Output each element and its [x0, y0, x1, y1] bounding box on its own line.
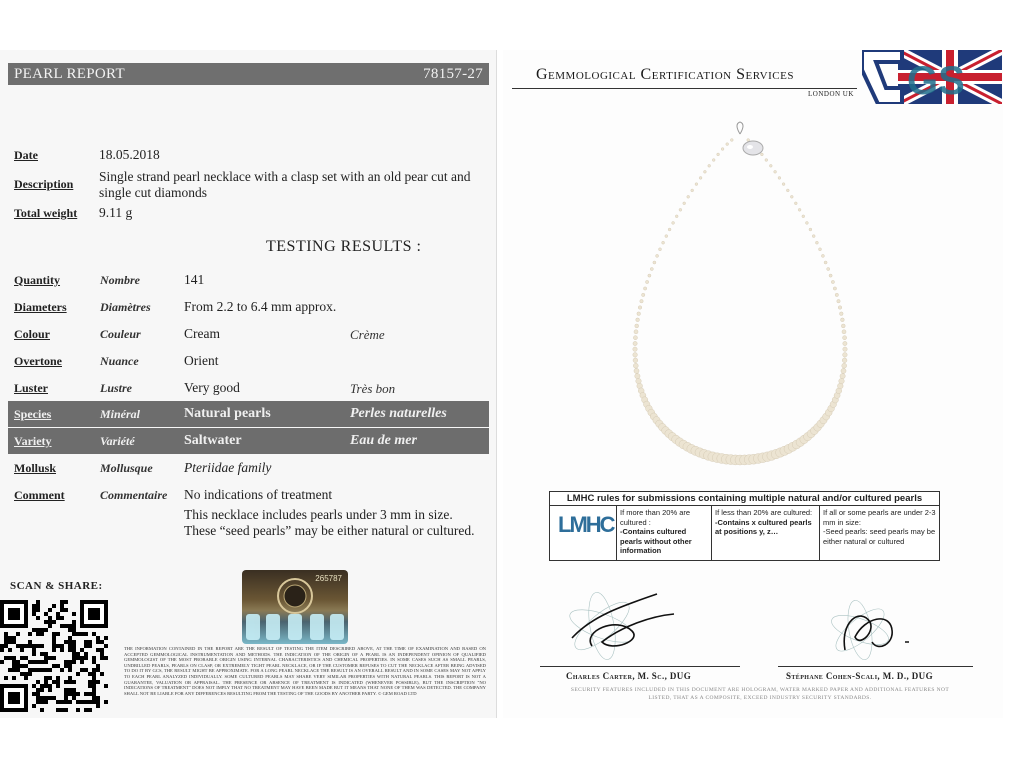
signer-2-name: Stéphane Cohen-Scali, M. D., DUG	[786, 671, 933, 681]
scan-share-label: SCAN & SHARE:	[10, 580, 103, 592]
variety-value-fr: Eau de mer	[350, 433, 417, 448]
pearl	[798, 208, 801, 211]
signature-cohen-scali	[820, 592, 930, 664]
pearl	[765, 159, 768, 162]
mollusk-fr: Mollusque	[100, 461, 153, 475]
signature-carter	[562, 586, 682, 662]
comment-label: Comment	[14, 488, 65, 502]
pearl	[717, 153, 720, 156]
pearl	[638, 306, 642, 310]
pearl	[668, 228, 671, 231]
gcs-flag-logo-icon	[862, 50, 1002, 104]
pearl	[662, 241, 665, 244]
pearl	[672, 221, 675, 224]
pearl	[708, 164, 711, 167]
diameters-label: Diameters	[14, 300, 67, 314]
pearl	[794, 202, 797, 205]
hologram-sticker	[242, 570, 348, 644]
species-value-fr: Perles naturelles	[350, 406, 447, 421]
pearl	[837, 299, 840, 302]
species-fr: Minéral	[100, 407, 141, 421]
pearl	[769, 164, 772, 167]
pearl	[812, 235, 815, 238]
pearl	[675, 215, 678, 218]
pearl	[640, 299, 643, 302]
pearl	[635, 324, 639, 328]
lmhc-heading: LMHC rules for submissions containing multiple natural and/or cultured pearls	[550, 492, 939, 506]
pearl	[805, 221, 808, 224]
pearl	[645, 280, 648, 283]
pearl	[841, 318, 845, 322]
description-value: Single strand pearl necklace with a clasp set with an old pear cut and single cut diamonds	[99, 169, 471, 200]
title-rule	[512, 88, 857, 89]
svg-text:GS: GS	[907, 59, 965, 103]
comment-fr: Commentaire	[100, 488, 168, 502]
pearl	[636, 318, 640, 322]
lmhc-col-1-rule: -Contains cultured pearls without other information	[620, 527, 692, 555]
pearl	[642, 293, 645, 296]
clasp-icon	[737, 122, 763, 155]
pearl	[650, 267, 653, 270]
quantity-fr: Nombre	[100, 273, 140, 287]
lmhc-col-3-cond: If all or some pearls are under 2-3 mm in size:	[823, 508, 936, 527]
pearl	[634, 368, 639, 373]
quantity-value: 141	[184, 272, 205, 287]
date-label: Date	[14, 148, 38, 162]
pearl	[726, 143, 729, 146]
comment-extra: This necklace includes pearls under 3 mm in size. These “seed pearls” may be either natural or cultured.	[184, 507, 475, 538]
colour-fr: Couleur	[100, 327, 141, 341]
hologram-code: 265787	[315, 574, 342, 583]
pearl	[712, 159, 715, 162]
testing-results-heading: TESTING RESULTS :	[266, 238, 422, 255]
luster-label: Luster	[14, 381, 48, 395]
pearl	[843, 341, 847, 345]
lmhc-logo	[550, 506, 616, 560]
pearl	[824, 261, 827, 264]
pearl	[633, 363, 638, 368]
pearl	[827, 267, 830, 270]
lmhc-rules-box	[549, 491, 940, 561]
company-location: LONDON UK	[808, 90, 854, 98]
lmhc-logo-text: LMHC	[558, 512, 614, 537]
pearl	[704, 170, 707, 173]
pearl	[802, 215, 805, 218]
pearl-necklace-image	[600, 120, 880, 480]
species-value: Natural pearls	[184, 406, 271, 421]
pearl	[665, 235, 668, 238]
pearl	[633, 353, 638, 358]
pearl	[821, 254, 824, 257]
qr-code[interactable]	[0, 600, 108, 712]
pearl	[761, 153, 764, 156]
luster-fr: Lustre	[100, 381, 133, 395]
pearl	[691, 189, 694, 192]
pearl	[842, 358, 847, 363]
pearl	[659, 248, 662, 251]
luster-value-fr: Très bon	[350, 381, 396, 396]
pearl	[774, 170, 777, 173]
overtone-label: Overtone	[14, 354, 62, 368]
lmhc-col-2-rule: -Contains x cultured pearls at positions y, z…	[715, 517, 812, 536]
variety-fr: Variété	[100, 434, 135, 448]
pearl	[837, 383, 843, 389]
pearl	[635, 373, 640, 378]
signature-line-1	[540, 666, 740, 667]
pearl	[683, 202, 686, 205]
pearl	[833, 287, 836, 290]
comment-value: No indications of treatment	[184, 487, 333, 502]
colour-value: Cream	[184, 326, 220, 341]
lmhc-col-1-cond: If more than 20% are cultured :	[620, 508, 691, 527]
variety-label: Variety	[14, 434, 52, 448]
overtone-value: Orient	[184, 353, 219, 368]
pearl	[656, 254, 659, 257]
company-name: Gemmological Certification Services	[536, 66, 794, 83]
pearl	[835, 293, 838, 296]
mollusk-value: Pteriidae family	[184, 460, 272, 475]
diameters-fr: Diamètres	[100, 300, 151, 314]
pearl	[721, 148, 724, 151]
species-label: Species	[14, 407, 52, 421]
pearl	[843, 353, 848, 358]
lmhc-col-1	[616, 506, 711, 560]
pearl	[809, 228, 812, 231]
luster-value: Very good	[184, 380, 240, 395]
pearl	[633, 341, 637, 345]
lmhc-col-2	[711, 506, 819, 560]
pearl	[841, 324, 845, 328]
pearl	[839, 312, 843, 316]
pearl	[687, 195, 690, 198]
report-title: PEARL REPORT	[14, 66, 125, 82]
pearl	[831, 280, 834, 283]
pearl	[633, 336, 637, 340]
date-value: 18.05.2018	[99, 147, 160, 162]
lmhc-col-3-rule: -Seed pearls: seed pearls may be either natural or cultured	[823, 527, 936, 546]
lmhc-col-2-cond: If less than 20% are cultured:	[715, 508, 813, 517]
pearl	[819, 248, 822, 251]
mollusk-label: Mollusk	[14, 461, 57, 475]
report-header-bar	[8, 63, 489, 85]
pearl	[695, 183, 698, 186]
disclaimer-fine-print: THE INFORMATION CONTAINED IN THE REPORT ARE THE RESULT OF TESTING THE ITEM DESCRIBED ABOVE, AT THE TIME OF EXAMINATION AND BASED ON ACCEPTED GEMMOLOGICAL INSTRUMENTATION AND METHODS. THE INDICATION OF THE ORIGIN OF A PEARL IS AN INDEPENDENT OPINION OF QUALIFIED GEMMOLOGIST OF THE MOST PROBABLE ORIGIN USING INTERNAL CHARACTERISTICS AND CHEMICAL PROPERTIES. IN SOME CASES SUCH AS SMALL PEARLS, UNDRILLED PEARLS, PEARLS ON CLASP, OR EXTREMELY TIGHT PEARL NECKLACE, OR IF THE CUSTOMER REFUSES TO CUT THE NECKLACE AFTER BEING ADVISED TO DO IT BY GCS, THE RESULT MIGHT BE APPROXIMATE. FOR A LONG PEARL NECKLACE THE RESULT IS AN OVERALL RESULT AND IN SOME CASES MAY NOT APPLY TO EACH PEARL ANALYZED INDIVIDUALLY. SOME CULTURED PEARLS MAY SHARE VERY SIMILAR PROPERTIES WITH NATURAL PEARLS. THIS REPORT IS NOT A GUARANTEE, VALUATION OR APPRAISAL. THE PRESENCE OR ABSENCE OF TREATMENT IS INDICATED (WHENEVER POSSIBLE), BUT THE INSCRIPTION "NO INDICATIONS OF TREATMENT" DOES NOT IMPLY THAT NO TREATMENT MAY HAVE BEEN MADE BUT IT MEANS THAT NONE OF THEM WAS DETECTED. THE COMPANY SHALL NOT BE LIABLE FOR ANY DIFFERENCES RESULTING FROM THE TESTING OF THE GOODS BY ANOTHER PARTY. © GEM ROAD LTD	[124, 646, 486, 696]
pearl	[747, 139, 750, 142]
pearl	[841, 368, 846, 373]
pearl	[634, 330, 638, 334]
pearl	[637, 312, 641, 316]
pearl	[648, 274, 651, 277]
pearl	[829, 274, 832, 277]
colour-value-fr: Crème	[350, 327, 385, 342]
total-weight-label: Total weight	[14, 206, 78, 220]
pearl	[633, 358, 638, 363]
pearl	[730, 139, 733, 142]
pearl	[840, 373, 845, 378]
lmhc-col-3	[819, 506, 939, 560]
pearl	[815, 241, 818, 244]
pearl	[842, 363, 847, 368]
security-note: SECURITY FEATURES INCLUDED IN THIS DOCUMENT ARE HOLOGRAM, WATER MARKED PAPER AND ADDITIONAL FEATURES NOT LISTED, THAT AS A COMPOSITE, EXCEED INDUSTRY SECURITY STANDARDS.	[570, 687, 950, 701]
pearl	[839, 378, 845, 384]
pearl	[679, 208, 682, 211]
pearl	[643, 287, 646, 290]
overtone-fr: Nuance	[100, 354, 139, 368]
pearl	[636, 378, 642, 384]
variety-value: Saltwater	[184, 433, 242, 448]
signature-line-2	[778, 666, 973, 667]
pearl	[843, 336, 847, 340]
pearl	[843, 347, 847, 351]
total-weight-value: 9.11 g	[99, 205, 133, 220]
pearl	[782, 183, 785, 186]
colour-label: Colour	[14, 327, 50, 341]
pearl	[633, 347, 637, 351]
pearl	[842, 330, 846, 334]
signer-1-name: Charles Carter, M. Sc., DUG	[566, 671, 692, 681]
pearl	[653, 261, 656, 264]
diameters-value: From 2.2 to 6.4 mm approx.	[184, 299, 337, 314]
pearl	[838, 306, 842, 310]
pearl	[778, 177, 781, 180]
pearl	[699, 177, 702, 180]
report-number: 78157-27	[423, 66, 483, 82]
pearl	[790, 195, 793, 198]
pearl	[786, 189, 789, 192]
quantity-label: Quantity	[14, 273, 61, 287]
description-label: Description	[14, 177, 74, 191]
